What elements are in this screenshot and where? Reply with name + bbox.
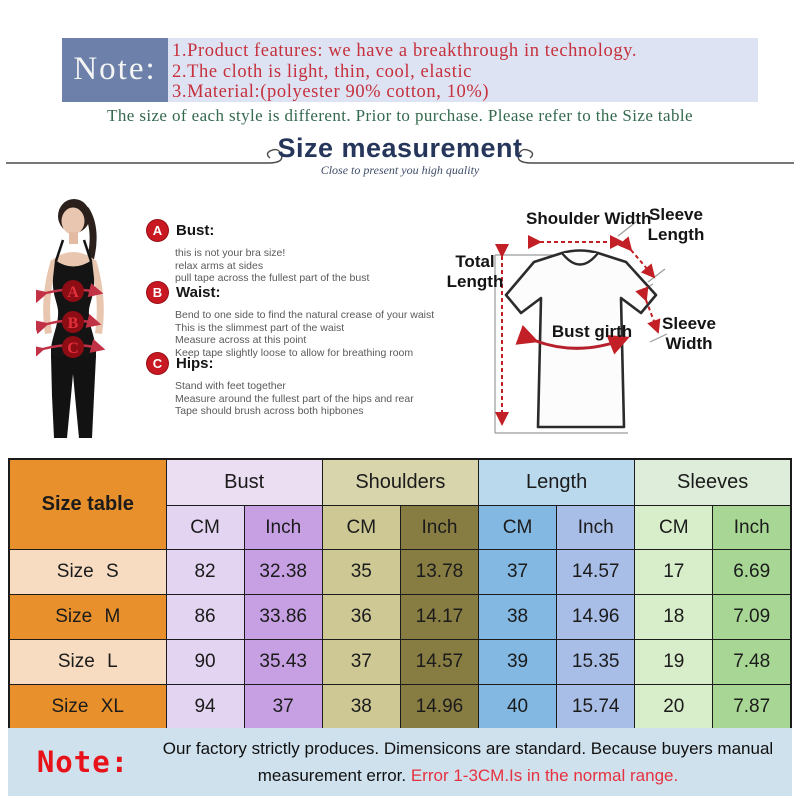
- label-sleeve-length: Sleeve Length: [647, 205, 705, 244]
- table-cell: 40: [479, 685, 557, 731]
- legs: [51, 356, 96, 438]
- section-title: Size measurement: [277, 133, 523, 163]
- guide-line: Measure across at this point: [175, 334, 307, 347]
- bottom-note-panel: [8, 728, 792, 796]
- table-cell: 14.17: [400, 595, 478, 640]
- table-cell: 33.86: [244, 595, 322, 640]
- note-item-2: 2.The cloth is light, thin, cool, elastic: [172, 61, 472, 82]
- table-cell: 14.57: [557, 550, 635, 595]
- table-cell: 7.87: [713, 685, 791, 731]
- bottom-note-line2: [158, 762, 778, 789]
- bottom-note-line2-red: Error 1-3CM.Is in the normal range.: [410, 766, 679, 785]
- col-header-bust: Bust: [166, 459, 322, 506]
- table-cell: 14.96: [557, 595, 635, 640]
- unit-header: Inch: [713, 506, 791, 550]
- table-cell: 14.96: [400, 685, 478, 731]
- label-bust-girth: Bust girth: [551, 322, 633, 341]
- size-table: [8, 458, 792, 731]
- label-shoulder-width: Shoulder Width: [526, 209, 652, 228]
- guide-line: Measure around the fullest part of the hips and rear: [175, 392, 414, 405]
- figure-letter-b: B: [67, 315, 79, 332]
- table-cell: 18: [635, 595, 713, 640]
- note-item-3: 3.Material:(polyester 90% cotton, 10%): [172, 82, 490, 102]
- guide-line: this is not your bra size!: [175, 247, 286, 259]
- label-sleeve-width: Sleeve Width: [662, 314, 716, 353]
- table-cell: 15.74: [557, 685, 635, 731]
- unit-header: CM: [166, 506, 244, 550]
- guide-title-hips: Hips:: [176, 355, 214, 372]
- table-cell: 90: [166, 640, 244, 685]
- table-cell: 37: [244, 685, 322, 731]
- table-row-xl: [9, 685, 791, 731]
- bottom-note-text: [158, 735, 792, 789]
- unit-header: Inch: [400, 506, 478, 550]
- guide-line: Keep tape slightly loose to allow for breathing room: [175, 346, 414, 359]
- table-cell: 6.69: [713, 550, 791, 595]
- guide-block-bust: [146, 219, 381, 285]
- table-cell: 82: [166, 550, 244, 595]
- badge-b-icon: B: [146, 281, 169, 304]
- row-label: Size L: [9, 640, 166, 685]
- col-header-shoulders: Shoulders: [322, 459, 478, 506]
- table-cell: 7.48: [713, 640, 791, 685]
- guide-line: relax arms at sides: [175, 259, 264, 272]
- table-cell: 35: [322, 550, 400, 595]
- row-label: Size M: [9, 595, 166, 640]
- top-note-items: [172, 41, 758, 103]
- table-cell: 38: [322, 685, 400, 731]
- table-row-m: [9, 595, 791, 640]
- table-cell: 32.38: [244, 550, 322, 595]
- note-item-1: 1.Product features: we have a breakthrough in technology.: [172, 41, 638, 61]
- unit-header: CM: [635, 506, 713, 550]
- row-label: Size XL: [9, 685, 166, 731]
- table-row-l: [9, 640, 791, 685]
- unit-header: Inch: [557, 506, 635, 550]
- row-label: Size S: [9, 550, 166, 595]
- table-title: Size table: [9, 459, 166, 550]
- badge-a-icon: A: [146, 219, 169, 242]
- guide-title-bust: Bust:: [176, 222, 215, 239]
- label-total-length: Total Length: [446, 252, 504, 291]
- col-header-sleeves: Sleeves: [635, 459, 791, 506]
- table-cell: 36: [322, 595, 400, 640]
- model-figure: [36, 198, 156, 438]
- table-cell: 15.35: [557, 640, 635, 685]
- table-cell: 94: [166, 685, 244, 731]
- guide-line: Stand with feet together: [175, 380, 286, 392]
- table-cell: 20: [635, 685, 713, 731]
- table-cell: 17: [635, 550, 713, 595]
- size-notice-text: The size of each style is different. Prior to purchase. Please refer to the Size table: [107, 106, 693, 125]
- guide-line: Bend to one side to find the natural crease of your waist: [175, 309, 435, 321]
- col-header-length: Length: [479, 459, 635, 506]
- table-cell: 39: [479, 640, 557, 685]
- guide-line: pull tape across the fullest part of the bust: [175, 272, 370, 285]
- table-cell: 14.57: [400, 640, 478, 685]
- section-subtitle: Close to present you high quality: [320, 163, 480, 177]
- table-cell: 37: [322, 640, 400, 685]
- tshirt-diagram: [450, 192, 790, 440]
- table-cell: 35.43: [244, 640, 322, 685]
- table-cell: 7.09: [713, 595, 791, 640]
- face: [62, 208, 85, 235]
- guide-line: Tape should brush across both hipbones: [175, 405, 364, 418]
- figure-letter-c: C: [67, 340, 79, 357]
- table-cell: 86: [166, 595, 244, 640]
- top-note-label: Note:: [62, 38, 168, 102]
- guide-title-waist: Waist:: [176, 284, 221, 301]
- bottom-note-line1: Our factory strictly produces. Dimensicons are standard. Because buyers manual: [162, 739, 774, 758]
- unit-header: Inch: [244, 506, 322, 550]
- bottom-note-line2-black: measurement error.: [257, 766, 411, 785]
- table-cell: 37: [479, 550, 557, 595]
- bottom-note-label: Note:: [36, 745, 130, 779]
- badge-c-icon: C: [146, 352, 169, 375]
- table-cell: 38: [479, 595, 557, 640]
- table-cell: 19: [635, 640, 713, 685]
- unit-header: CM: [479, 506, 557, 550]
- table-row-s: [9, 550, 791, 595]
- table-cell: 13.78: [400, 550, 478, 595]
- guide-line: This is the slimmest part of the waist: [175, 321, 345, 334]
- guide-block-waist: [146, 281, 435, 359]
- unit-header: CM: [322, 506, 400, 550]
- figure-letter-a: A: [67, 284, 79, 301]
